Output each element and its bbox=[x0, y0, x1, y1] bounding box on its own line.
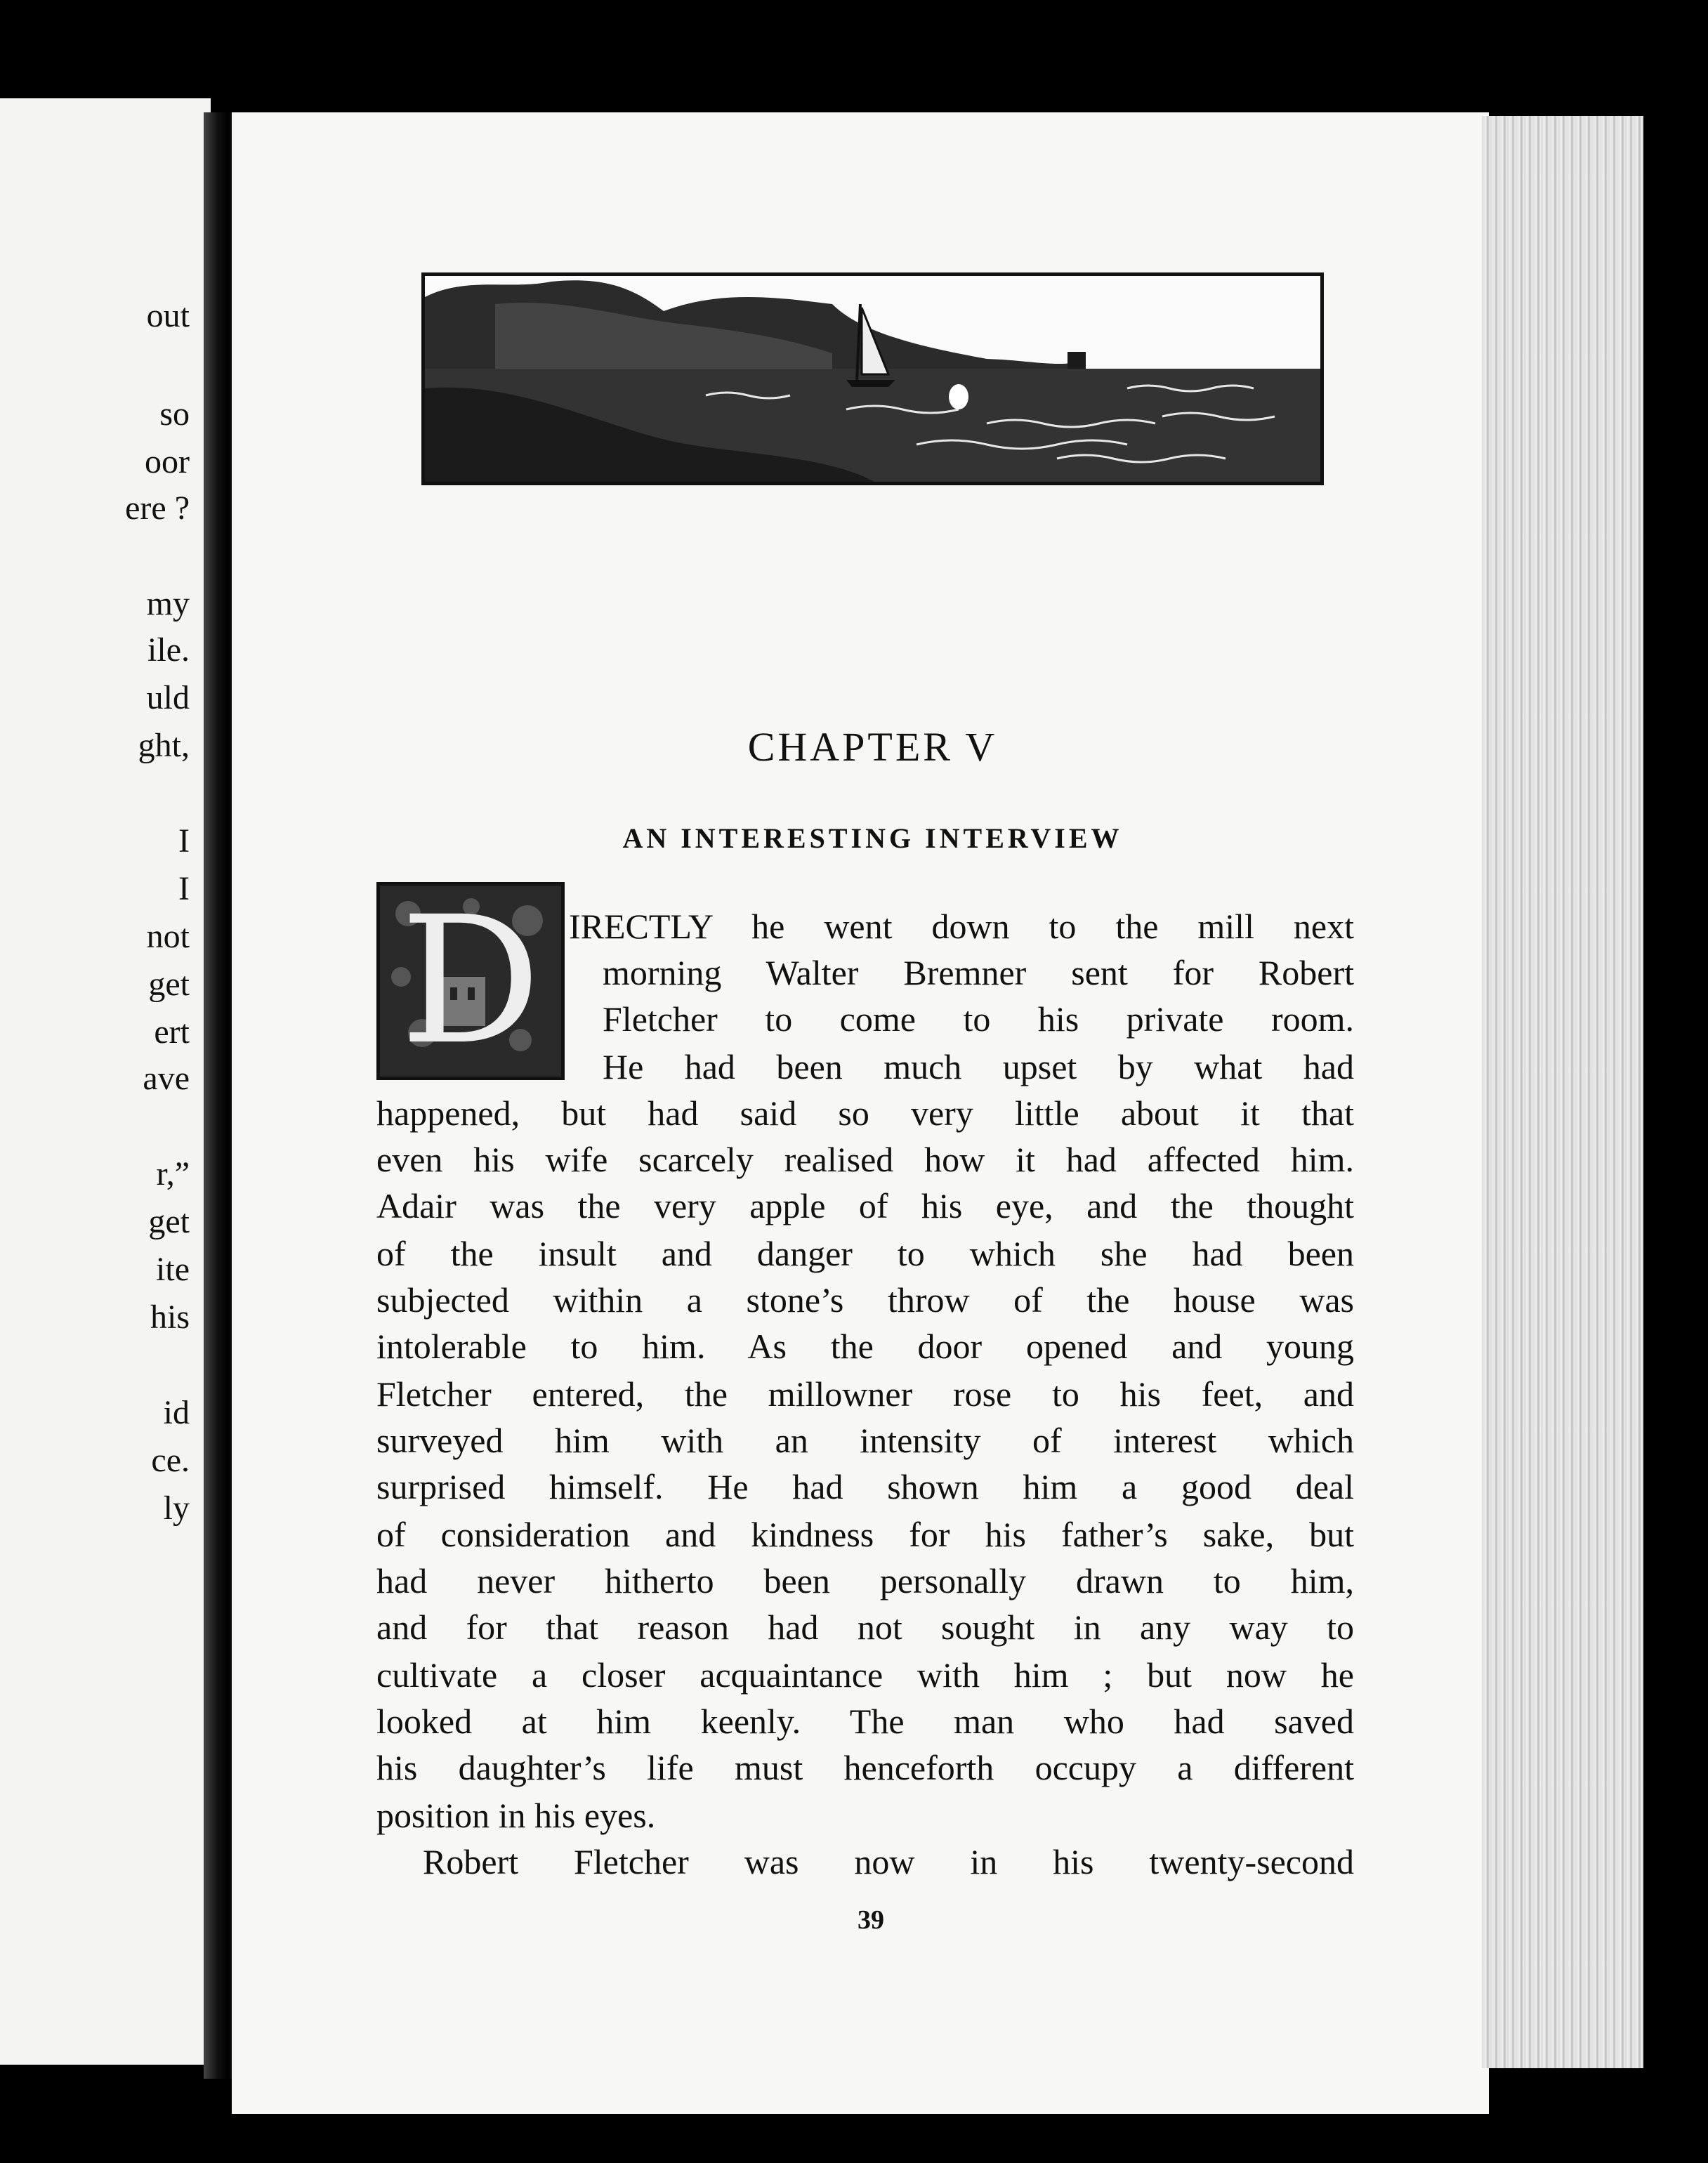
facing-page-text: ly bbox=[163, 1490, 190, 1527]
text-line: surveyed him with an intensity of interest which bbox=[376, 1421, 1354, 1460]
facing-page-text: get bbox=[148, 1203, 190, 1240]
chapter-subtitle: AN INTERESTING INTERVIEW bbox=[622, 822, 1123, 854]
page-edges bbox=[1482, 116, 1643, 2068]
facing-page-text: ile. bbox=[147, 631, 190, 669]
facing-page-text: so bbox=[159, 395, 190, 433]
facing-page-text: his bbox=[150, 1299, 190, 1336]
text-line: Fletcher entered, the millowner rose to his feet, and bbox=[376, 1374, 1354, 1414]
facing-page-text: ert bbox=[154, 1013, 190, 1051]
text-line: of the insult and danger to which she had been bbox=[376, 1234, 1354, 1273]
facing-page-text: I bbox=[178, 870, 190, 907]
text-line: and for that reason had not sought in any way to bbox=[376, 1608, 1354, 1647]
facing-page-text: uld bbox=[146, 679, 190, 716]
facing-page-text: ce. bbox=[151, 1442, 190, 1479]
text-line: Adair was the very apple of his eye, and the thought bbox=[376, 1186, 1354, 1225]
facing-page-text: oor bbox=[145, 443, 190, 480]
text-line: position in his eyes. bbox=[376, 1796, 656, 1835]
facing-page-text: out bbox=[146, 297, 190, 334]
text-line: Fletcher to come to his private room. bbox=[603, 999, 1354, 1039]
text-line: even his wife scarcely realised how it had affected him. bbox=[376, 1140, 1354, 1179]
facing-page-text: ite bbox=[156, 1251, 190, 1288]
drop-cap-letter: D bbox=[400, 882, 541, 1080]
coastal-sailboat-engraving-icon bbox=[421, 272, 1324, 485]
text-line: Robert Fletcher was now in his twenty-second bbox=[423, 1842, 1354, 1881]
ornamental-drop-cap-icon bbox=[376, 882, 565, 1080]
text-line: cultivate a closer acquaintance with him ; but now he bbox=[376, 1655, 1354, 1695]
facing-page-text: ght, bbox=[138, 727, 190, 764]
chapter-title: CHAPTER V bbox=[747, 724, 998, 770]
text-line: intolerable to him. As the door opened and young bbox=[376, 1327, 1354, 1366]
text-line: He had been much upset by what had bbox=[603, 1047, 1354, 1086]
facing-page-text: my bbox=[146, 585, 190, 622]
facing-page-text: not bbox=[146, 918, 190, 955]
text-line: had never hitherto been personally drawn to him, bbox=[376, 1561, 1354, 1600]
facing-page-text: I bbox=[178, 822, 190, 860]
facing-page-text: ere ? bbox=[125, 489, 190, 527]
text-line: surprised himself. He had shown him a good deal bbox=[376, 1467, 1354, 1506]
facing-page-text: ave bbox=[143, 1060, 190, 1097]
text-line: IRECTLY he went down to the mill next bbox=[569, 907, 1354, 946]
text-line: subjected within a stone’s throw of the house was bbox=[376, 1280, 1354, 1320]
page-number: 39 bbox=[858, 1905, 884, 1935]
text-line: of consideration and kindness for his father’s sake, but bbox=[376, 1515, 1354, 1554]
text-line: morning Walter Bremner sent for Robert bbox=[603, 953, 1354, 992]
text-line: his daughter’s life must henceforth occupy a different bbox=[376, 1748, 1354, 1787]
facing-page-text: r,” bbox=[156, 1155, 190, 1192]
facing-page-text: get bbox=[148, 966, 190, 1003]
text-line: happened, but had said so very little about it that bbox=[376, 1093, 1354, 1133]
facing-page-text: id bbox=[163, 1394, 190, 1431]
text-line: looked at him keenly. The man who had saved bbox=[376, 1702, 1354, 1741]
facing-page-fragment bbox=[0, 98, 211, 2065]
